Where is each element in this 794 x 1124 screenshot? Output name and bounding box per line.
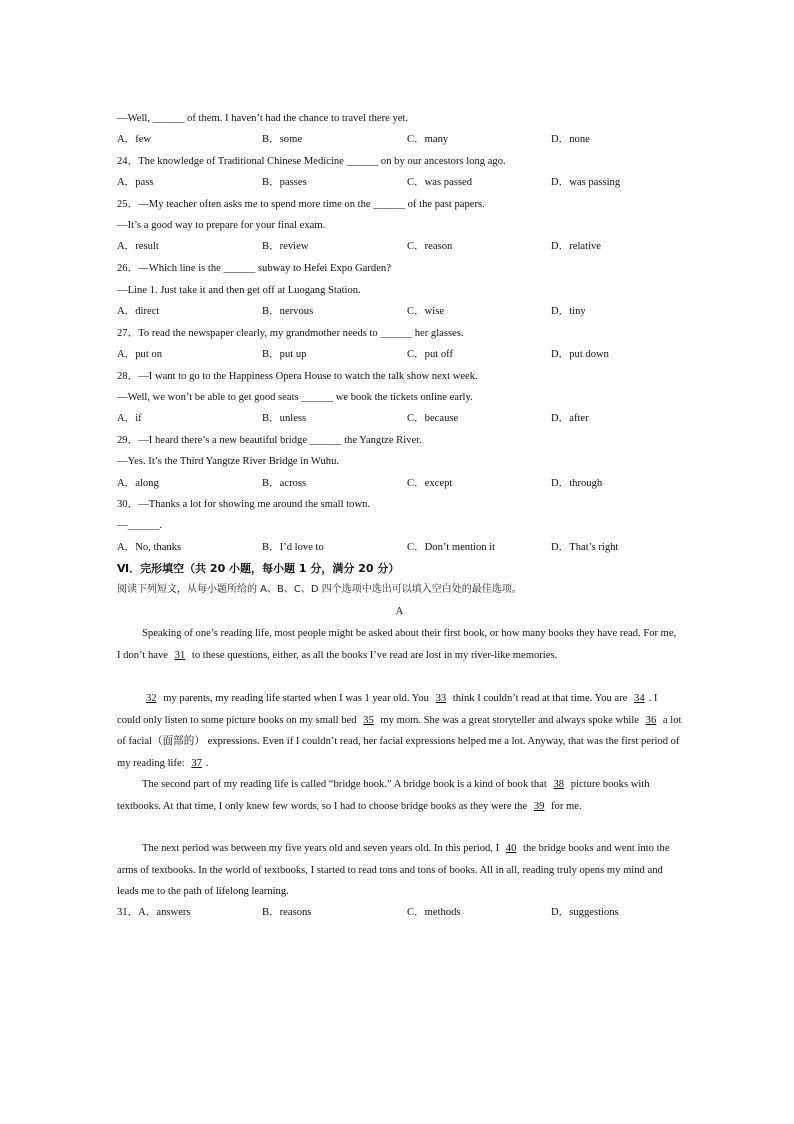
blank-40[interactable]: 40 [505,843,517,854]
option-d[interactable]: D．suggestions [551,907,619,918]
option-c[interactable]: C．wise [407,306,445,317]
blank-38[interactable]: 38 [553,779,565,790]
options-row [117,348,682,362]
option-a[interactable]: A．result [117,241,159,252]
options-row [117,305,682,319]
option-b[interactable]: B．put up [262,349,307,360]
options-row [117,176,682,190]
option-b[interactable]: B．nervous [262,306,314,317]
option-c[interactable]: C．Don’t mention it [407,542,496,553]
blank-34[interactable]: 34 [634,693,645,704]
options-row [117,240,682,254]
question-stem: 29．—I heard there’s a new beautiful bridge ______ the Yangtze River. [117,435,422,446]
option-d[interactable]: D．after [551,413,589,424]
question-stem-reply: —Yes. It’s the Third Yangtze River Bridge in Wuhu. [117,456,340,467]
option-a[interactable]: A．along [117,478,159,489]
option-d[interactable]: D．relative [551,241,602,252]
question-stem: 24．The knowledge of Traditional Chinese Medicine ______ on by our ancestors long ago. [117,156,506,167]
option-a[interactable]: A．few [117,134,152,145]
option-c[interactable]: C．was passed [407,177,473,188]
blank-35[interactable]: 35 [363,714,374,726]
options-row [117,541,682,555]
question-stem: 27．To read the newspaper clearly, my grandmother needs to ______ her glasses. [117,328,464,339]
option-d[interactable]: D．through [551,478,603,489]
blank-32[interactable]: 32 [146,693,157,704]
question-stem-reply: —It’s a good way to prepare for your final exam. [117,220,326,231]
option-d[interactable]: D．That’s right [551,542,619,553]
option-a[interactable]: 31．A．answers [117,907,191,918]
question-stem: 26．—Which line is the ______ subway to Hefei Expo Garden? [117,263,391,274]
question-stem: 25．—My teacher often asks me to spend more time on the ______ of the past papers. [117,199,485,210]
option-b[interactable]: B．reasons [262,907,312,918]
option-d[interactable]: D．put down [551,349,609,360]
option-b[interactable]: B．some [262,134,303,145]
question-stem: 28．—I want to go to the Happiness Opera House to watch the talk show next week. [117,371,478,382]
passage-label: A [395,606,404,617]
option-c[interactable]: C．except [407,478,453,489]
option-a[interactable]: A．pass [117,177,154,188]
passage-paragraph-3: The second part of my reading life is called “bridge book.” A bridge book is a kind of book that 38 picture books with textbooks. At that time, I only knew few words, so I had to choose bridge books as they were the 39 for me. [117,779,650,812]
option-c[interactable]: C．put off [407,349,454,360]
passage-paragraph-2: 32 my parents, my reading life started when I was 1 year old. You 33 think I couldn’t read at that time. You are 34 . I could only listen to some picture books on my small bed 35 my mom. She was a great storyteller and always spoke while 36 a lot of facial（面部的） expressions. Even if I couldn’t read, her facial expressions helped me a lot. Anyway, that was the first period of my reading life: 37 . [117,693,682,769]
option-d[interactable]: D．none [551,134,590,145]
option-b[interactable]: B．unless [262,413,307,424]
blank-33[interactable]: 33 [435,693,447,704]
option-c[interactable]: C．reason [407,241,453,252]
options-row-31 [117,906,682,920]
option-a[interactable]: A．put on [117,349,163,360]
options-row [117,133,682,147]
option-a[interactable]: A．No, thanks [117,542,182,553]
question-stem-reply: —______. [117,520,163,531]
option-d[interactable]: D．was passing [551,177,621,188]
option-c[interactable]: C．many [407,134,449,145]
option-b[interactable]: B．passes [262,177,307,188]
passage-paragraph-1: Speaking of one’s reading life, most people might be asked about their first book, or how many books they have read. For me, I don’t have 31 to these questions, either, as all the books I’ve read are lost in my river-like memories. [117,628,677,661]
section-instruction: 阅读下列短文，从每小题所给的 A、B、C、D 四个选项中选出可以填入空白处的最佳选项。 [117,584,522,595]
options-row [117,412,682,426]
blank-39[interactable]: 39 [533,800,545,812]
option-b[interactable]: B．review [262,241,309,252]
blank-36[interactable]: 36 [645,714,657,726]
question-stem-reply: —Line 1. Just take it and then get off at Luogang Station. [117,285,361,296]
blank-31[interactable]: 31 [174,649,186,661]
option-a[interactable]: A．direct [117,306,160,317]
question-stem: 30．—Thanks a lot for showing me around the small town. [117,499,371,510]
question-stem-reply: —Well, we won’t be able to get good seats ______ we book the tickets online early. [117,392,473,403]
passage-paragraph-4: The next period was between my five years old and seven years old. In this period, I 40 the bridge books and went into the arms of textbooks. In the world of textbooks, I started to read tons and tons of books. All in all, reading truly opens my mind and leads me to the path of lifelong learning. [117,843,670,897]
option-d[interactable]: D．tiny [551,306,586,317]
blank-37[interactable]: 37 [191,757,202,769]
section-heading: Ⅵ．完形填空（共 20 小题，每小题 1 分，满分 20 分） [117,562,400,575]
options-row [117,477,682,491]
option-c[interactable]: C．because [407,413,459,424]
option-b[interactable]: B．I’d love to [262,542,324,553]
question-stem: —Well, ______ of them. I haven’t had the chance to travel there yet. [117,113,409,124]
option-a[interactable]: A．if [117,413,142,424]
option-b[interactable]: B．across [262,478,307,489]
option-c[interactable]: C．methods [407,907,461,918]
